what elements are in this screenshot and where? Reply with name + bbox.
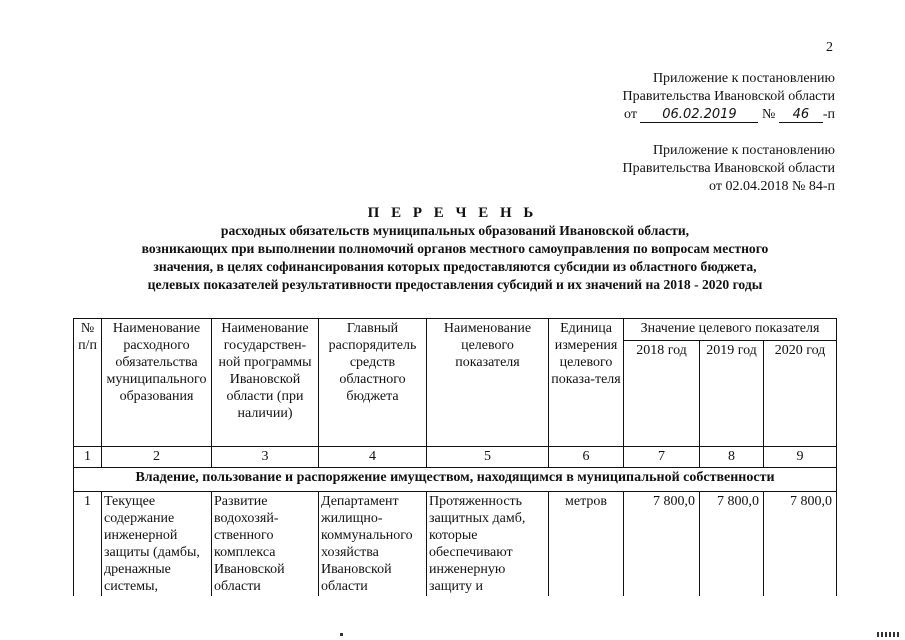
header-year-2019: 2019 год <box>700 341 764 447</box>
appendix-current-line3 <box>623 106 835 124</box>
row-program: Развитие водохозяй-ственного комплекса Ивановской области <box>212 492 319 597</box>
scan-edge-mark <box>877 632 899 637</box>
header-indicator: Наименование целевого показателя <box>427 319 549 447</box>
column-number: 8 <box>700 447 764 468</box>
header-value-group: Значение целевого показателя <box>624 319 837 341</box>
handwritten-number: 46 <box>779 107 823 123</box>
header-unit: Единица измерения целевого показа-теля <box>549 319 624 447</box>
row-value-2018: 7 800,0 <box>624 492 700 597</box>
subtitle-line: расходных обязательств муниципальных образований Ивановской области, <box>220 223 690 238</box>
appendix-from-label: от <box>624 107 637 122</box>
section-heading: Владение, пользование и распоряжение имуществом, находящимся в муниципальной собственности <box>74 468 837 492</box>
row-unit: метров <box>549 492 624 597</box>
subtitle-line: целевых показателей результативности предоставления субсидий и их значений на 2018 - 2020 годы <box>147 277 763 292</box>
column-number: 7 <box>624 447 700 468</box>
header-program: Наименование государствен-ной программы Ивановской области (при наличии) <box>212 319 319 447</box>
column-number: 4 <box>319 447 427 468</box>
appendix-current-line1: Приложение к постановлению <box>652 71 835 86</box>
header-year-2020: 2020 год <box>764 341 837 447</box>
table-row <box>74 492 837 597</box>
header-manager: Главный распорядитель средств областного бюджета <box>319 319 427 447</box>
column-number: 2 <box>102 447 212 468</box>
row-value-2020: 7 800,0 <box>764 492 837 597</box>
appendix-current <box>623 70 835 124</box>
column-number: 6 <box>549 447 624 468</box>
document-title: П Е Р Е Ч Е Н Ь <box>367 205 538 221</box>
appendix-current-line2: Правительства Ивановской области <box>622 89 835 104</box>
header-year-2018: 2018 год <box>624 341 700 447</box>
header-num: № п/п <box>74 319 102 447</box>
appendix-previous-line1: Приложение к постановлению <box>652 143 835 158</box>
page-number: 2 <box>826 40 833 55</box>
obligations-table <box>73 318 837 596</box>
appendix-previous-line2: Правительства Ивановской области <box>622 161 835 176</box>
row-num: 1 <box>74 492 102 597</box>
subtitle-line: значения, в целях софинансирования которых предоставляются субсидии из областного бюджета, <box>153 259 757 274</box>
document-subtitle <box>60 222 850 294</box>
appendix-previous <box>623 142 835 196</box>
number-sign: № <box>761 107 776 122</box>
row-indicator: Протяженность защитных дамб, которые обеспечивают инженерную защиту и <box>427 492 549 597</box>
row-manager: Департамент жилищно-коммунального хозяйства Ивановской области <box>319 492 427 597</box>
column-number: 1 <box>74 447 102 468</box>
appendix-previous-line3: от 02.04.2018 № 84-п <box>709 179 835 194</box>
column-number: 9 <box>764 447 837 468</box>
row-value-2019: 7 800,0 <box>700 492 764 597</box>
number-suffix: -п <box>822 107 835 122</box>
column-number: 5 <box>427 447 549 468</box>
row-obligation: Текущее содержание инженерной защиты (дамбы, дренажные системы, <box>102 492 212 597</box>
column-number: 3 <box>212 447 319 468</box>
header-obligation: Наименование расходного обязательства муниципального образования <box>102 319 212 447</box>
handwritten-date: 06.02.2019 <box>640 107 758 123</box>
subtitle-line: возникающих при выполнении полномочий органов местного самоуправления по вопросам местного <box>141 241 769 256</box>
scan-speck <box>340 633 343 636</box>
column-number-row <box>74 447 837 468</box>
